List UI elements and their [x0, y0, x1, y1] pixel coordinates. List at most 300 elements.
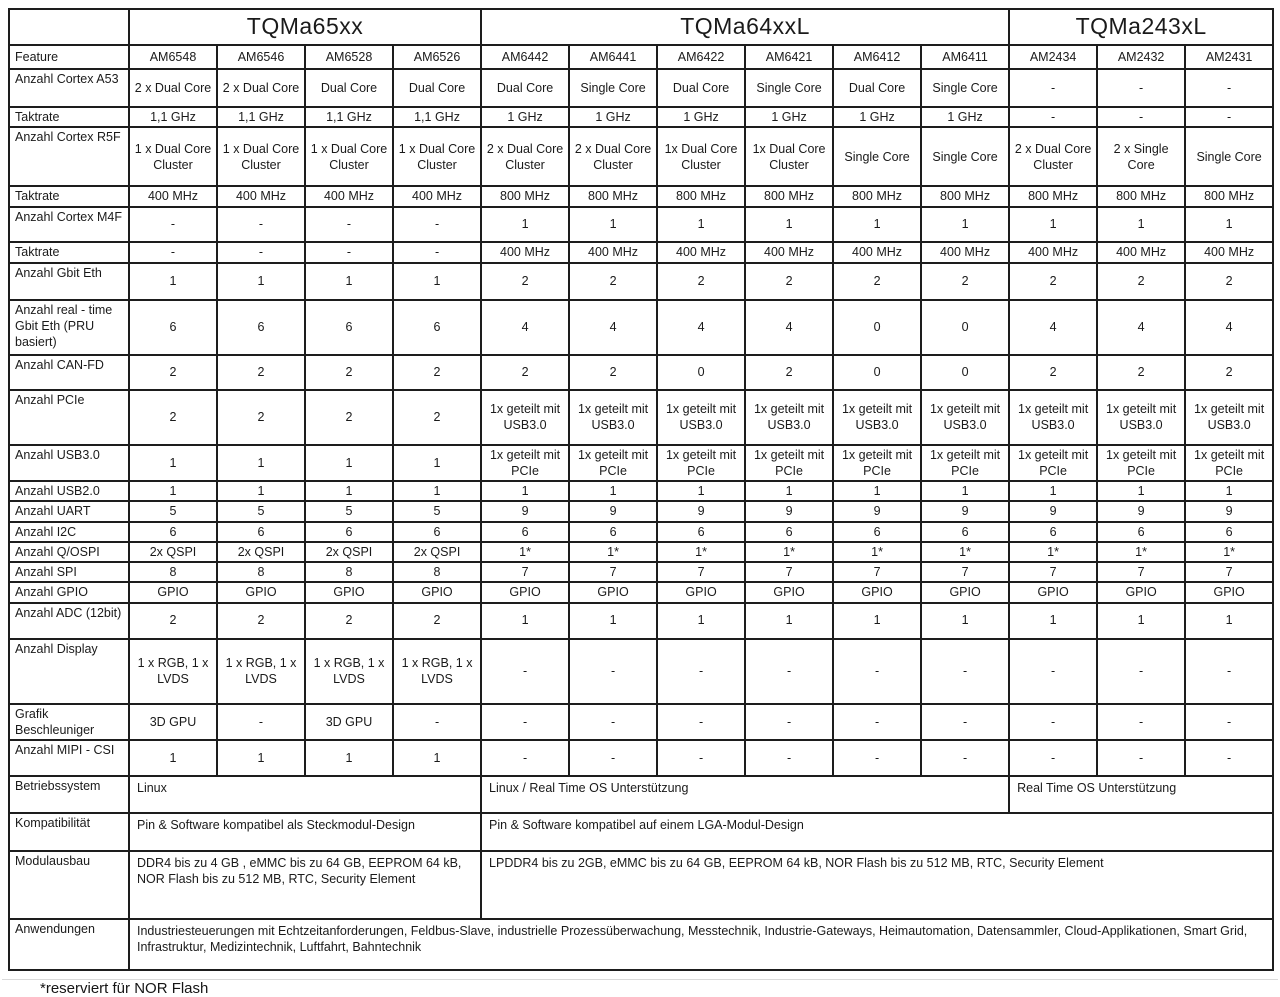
value-cell: 1x geteilt mit USB3.0 — [833, 390, 921, 445]
feature-row — [9, 639, 1273, 704]
value-cell: 2 — [1185, 263, 1273, 300]
value-cell: 800 MHz — [745, 186, 833, 206]
value-cell: GPIO — [1185, 582, 1273, 602]
feature-label: Anzahl I2C — [9, 522, 129, 542]
value-cell: 1x geteilt mit USB3.0 — [569, 390, 657, 445]
value-cell: 2 — [745, 263, 833, 300]
value-cell: 4 — [657, 300, 745, 355]
value-cell: GPIO — [833, 582, 921, 602]
value-cell: 1 x Dual Core Cluster — [305, 127, 393, 186]
value-cell: 1 — [393, 740, 481, 776]
value-cell: 2 — [1097, 355, 1185, 390]
value-cell: 0 — [921, 300, 1009, 355]
value-cell: Dual Core — [833, 69, 921, 107]
feature-label: Anzahl Q/OSPI — [9, 542, 129, 562]
value-cell: 0 — [657, 355, 745, 390]
value-cell: 7 — [657, 562, 745, 582]
feature-row — [9, 481, 1273, 501]
value-cell: 1 — [833, 481, 921, 501]
value-cell: - — [129, 242, 217, 263]
value-cell: 2x QSPI — [129, 542, 217, 562]
value-cell: 4 — [1009, 300, 1097, 355]
feature-label: Anzahl SPI — [9, 562, 129, 582]
info-cell: DDR4 bis zu 4 GB , eMMC bis zu 64 GB, EEPROM 64 kB, NOR Flash bis zu 512 MB, RTC, Security Element — [129, 851, 481, 919]
value-cell: 9 — [745, 501, 833, 521]
value-cell: 2 — [129, 355, 217, 390]
value-cell: 6 — [1009, 522, 1097, 542]
value-cell: 1 — [745, 481, 833, 501]
feature-label: Anzahl Gbit Eth — [9, 263, 129, 300]
value-cell: - — [745, 740, 833, 776]
value-cell: 1 — [1009, 207, 1097, 242]
feature-label: Taktrate — [9, 186, 129, 206]
feature-row — [9, 501, 1273, 521]
value-cell: 5 — [129, 501, 217, 521]
feature-column-header: Feature — [9, 45, 129, 69]
value-cell: 1 — [1185, 207, 1273, 242]
value-cell: 5 — [393, 501, 481, 521]
value-cell: 1 — [393, 445, 481, 482]
value-cell: 2 x Dual Core Cluster — [1009, 127, 1097, 186]
feature-row — [9, 603, 1273, 639]
value-cell: 1 GHz — [481, 107, 569, 127]
value-cell: 1 — [1097, 481, 1185, 501]
value-cell: 400 MHz — [1009, 242, 1097, 263]
value-cell: 1 — [833, 603, 921, 639]
feature-row — [9, 186, 1273, 206]
value-cell: - — [921, 639, 1009, 704]
value-cell: 2 x Single Core — [1097, 127, 1185, 186]
value-cell: 6 — [833, 522, 921, 542]
value-cell: 2 — [305, 355, 393, 390]
value-cell: 6 — [217, 522, 305, 542]
feature-label: Anzahl ADC (12bit) — [9, 603, 129, 639]
value-cell: - — [1009, 639, 1097, 704]
value-cell: 5 — [305, 501, 393, 521]
value-cell: 400 MHz — [1097, 242, 1185, 263]
value-cell: 6 — [657, 522, 745, 542]
value-cell: - — [217, 207, 305, 242]
feature-row — [9, 390, 1273, 445]
value-cell: 1 — [1185, 603, 1273, 639]
value-cell: 4 — [481, 300, 569, 355]
value-cell: - — [393, 242, 481, 263]
value-cell: 6 — [129, 300, 217, 355]
info-cell: Pin & Software kompatibel als Steckmodul-Design — [129, 813, 481, 851]
value-cell: - — [1097, 639, 1185, 704]
value-cell: 2 — [745, 355, 833, 390]
model-header-row — [9, 45, 1273, 69]
value-cell: 2 — [569, 263, 657, 300]
info-cell: Pin & Software kompatibel auf einem LGA-Modul-Design — [481, 813, 1273, 851]
model-header-4: AM6442 — [481, 45, 569, 69]
value-cell: 8 — [393, 562, 481, 582]
value-cell: 1 — [393, 481, 481, 501]
model-header-9: AM6411 — [921, 45, 1009, 69]
value-cell: 1 — [1097, 207, 1185, 242]
value-cell: 1 — [129, 481, 217, 501]
value-cell: 1x geteilt mit PCIe — [833, 445, 921, 482]
value-cell: 2 — [393, 355, 481, 390]
value-cell: 7 — [833, 562, 921, 582]
value-cell: 1x geteilt mit PCIe — [921, 445, 1009, 482]
feature-label: Anzahl GPIO — [9, 582, 129, 602]
value-cell: Dual Core — [657, 69, 745, 107]
feature-label: Taktrate — [9, 107, 129, 127]
value-cell: 1x geteilt mit USB3.0 — [745, 390, 833, 445]
value-cell: 2 — [1185, 355, 1273, 390]
model-header-7: AM6421 — [745, 45, 833, 69]
value-cell: 9 — [657, 501, 745, 521]
value-cell: 400 MHz — [745, 242, 833, 263]
model-header-10: AM2434 — [1009, 45, 1097, 69]
feature-row — [9, 69, 1273, 107]
value-cell: - — [1185, 704, 1273, 741]
feature-row — [9, 300, 1273, 355]
value-cell: 800 MHz — [921, 186, 1009, 206]
value-cell: - — [481, 740, 569, 776]
value-cell: 1* — [1185, 542, 1273, 562]
value-cell: 400 MHz — [569, 242, 657, 263]
feature-row — [9, 582, 1273, 602]
value-cell: 1x geteilt mit USB3.0 — [1185, 390, 1273, 445]
value-cell: - — [217, 704, 305, 741]
value-cell: - — [1185, 107, 1273, 127]
value-cell: - — [393, 207, 481, 242]
value-cell: - — [481, 704, 569, 741]
value-cell: 7 — [1009, 562, 1097, 582]
value-cell: 8 — [129, 562, 217, 582]
value-cell: 2 — [1009, 355, 1097, 390]
page-bottom-divider — [2, 979, 1278, 980]
value-cell: - — [921, 704, 1009, 741]
value-cell: 1 — [657, 207, 745, 242]
value-cell: - — [745, 704, 833, 741]
value-cell: Dual Core — [305, 69, 393, 107]
value-cell: 6 — [1097, 522, 1185, 542]
model-header-6: AM6422 — [657, 45, 745, 69]
value-cell: 2 — [833, 263, 921, 300]
value-cell: - — [745, 639, 833, 704]
value-cell: 2 — [393, 390, 481, 445]
value-cell: 800 MHz — [569, 186, 657, 206]
group-header-1: TQMa64xxL — [481, 9, 1009, 45]
value-cell: - — [1009, 704, 1097, 741]
value-cell: GPIO — [657, 582, 745, 602]
info-cell: Industriesteuerungen mit Echtzeitanforderungen, Feldbus-Slave, industrielle Prozessüberwachung, Messtechnik, Industrie-Gateways, Heimautomation, Datensammler, Cloud-Applikationen, Smart Grid, Infrastruktur, Medizintechnik, Luftfahrt, Bahntechnik — [129, 919, 1273, 970]
value-cell: 1 — [569, 207, 657, 242]
value-cell: 1x geteilt mit USB3.0 — [657, 390, 745, 445]
value-cell: 2 — [305, 390, 393, 445]
value-cell: 400 MHz — [393, 186, 481, 206]
value-cell: 1* — [481, 542, 569, 562]
value-cell: 2 — [481, 263, 569, 300]
value-cell: 2 — [129, 390, 217, 445]
feature-label: Anzahl Cortex R5F — [9, 127, 129, 186]
value-cell: 2x QSPI — [305, 542, 393, 562]
value-cell: 1 — [569, 481, 657, 501]
feature-label: Anzahl CAN-FD — [9, 355, 129, 390]
value-cell: - — [1185, 69, 1273, 107]
value-cell: 6 — [393, 300, 481, 355]
value-cell: 7 — [481, 562, 569, 582]
value-cell: 1 — [569, 603, 657, 639]
value-cell: 1x geteilt mit PCIe — [1097, 445, 1185, 482]
value-cell: 1 — [481, 207, 569, 242]
value-cell: - — [1185, 639, 1273, 704]
module-comparison-table — [8, 8, 1274, 971]
value-cell: - — [569, 704, 657, 741]
value-cell: 400 MHz — [305, 186, 393, 206]
value-cell: 1 — [745, 603, 833, 639]
value-cell: GPIO — [393, 582, 481, 602]
value-cell: 6 — [921, 522, 1009, 542]
value-cell: GPIO — [921, 582, 1009, 602]
value-cell: 6 — [745, 522, 833, 542]
value-cell: 400 MHz — [217, 186, 305, 206]
value-cell: GPIO — [305, 582, 393, 602]
value-cell: - — [1009, 69, 1097, 107]
feature-label: Anzahl Cortex M4F — [9, 207, 129, 242]
feature-row — [9, 263, 1273, 300]
feature-label: Kompatibilität — [9, 813, 129, 851]
value-cell: 400 MHz — [129, 186, 217, 206]
value-cell: GPIO — [1097, 582, 1185, 602]
value-cell: 1* — [569, 542, 657, 562]
value-cell: 1 — [921, 207, 1009, 242]
value-cell: - — [1097, 69, 1185, 107]
value-cell: 400 MHz — [1185, 242, 1273, 263]
value-cell: 4 — [1185, 300, 1273, 355]
value-cell: 1 — [305, 740, 393, 776]
value-cell: 6 — [305, 522, 393, 542]
feature-row — [9, 207, 1273, 242]
value-cell: 5 — [217, 501, 305, 521]
value-cell: GPIO — [1009, 582, 1097, 602]
value-cell: Single Core — [833, 127, 921, 186]
model-header-3: AM6526 — [393, 45, 481, 69]
value-cell: 9 — [1185, 501, 1273, 521]
group-header-2: TQMa243xL — [1009, 9, 1273, 45]
value-cell: 1x geteilt mit PCIe — [745, 445, 833, 482]
value-cell: 1 — [1097, 603, 1185, 639]
model-header-12: AM2431 — [1185, 45, 1273, 69]
value-cell: 800 MHz — [833, 186, 921, 206]
value-cell: - — [129, 207, 217, 242]
value-cell: - — [569, 639, 657, 704]
value-cell: 1 — [921, 603, 1009, 639]
feature-label: Anzahl USB2.0 — [9, 481, 129, 501]
value-cell: 7 — [1097, 562, 1185, 582]
model-header-11: AM2432 — [1097, 45, 1185, 69]
value-cell: 9 — [921, 501, 1009, 521]
value-cell: 1 — [833, 207, 921, 242]
value-cell: Dual Core — [393, 69, 481, 107]
value-cell: - — [657, 639, 745, 704]
value-cell: - — [305, 242, 393, 263]
value-cell: 1x geteilt mit USB3.0 — [921, 390, 1009, 445]
value-cell: - — [569, 740, 657, 776]
value-cell: 2x QSPI — [393, 542, 481, 562]
feature-label: Modulausbau — [9, 851, 129, 919]
value-cell: 6 — [569, 522, 657, 542]
value-cell: 1 — [481, 481, 569, 501]
value-cell: 1,1 GHz — [217, 107, 305, 127]
info-cell: Linux — [129, 776, 481, 813]
value-cell: 1 x RGB, 1 x LVDS — [393, 639, 481, 704]
info-cell: Real Time OS Unterstützung — [1009, 776, 1273, 813]
value-cell: - — [1097, 704, 1185, 741]
value-cell: Single Core — [921, 69, 1009, 107]
value-cell: - — [1097, 107, 1185, 127]
feature-label: Betriebssystem — [9, 776, 129, 813]
value-cell: - — [833, 740, 921, 776]
value-cell: - — [481, 639, 569, 704]
value-cell: 1 — [305, 263, 393, 300]
value-cell: 2x QSPI — [217, 542, 305, 562]
feature-label: Anzahl USB3.0 — [9, 445, 129, 482]
value-cell: 400 MHz — [921, 242, 1009, 263]
value-cell: 2 — [217, 355, 305, 390]
value-cell: Single Core — [569, 69, 657, 107]
footnote-reserved-nor-flash: *reserviert für NOR Flash — [40, 980, 209, 997]
value-cell: - — [833, 704, 921, 741]
info-row — [9, 776, 1273, 813]
value-cell: 1 — [1009, 481, 1097, 501]
value-cell: - — [657, 704, 745, 741]
feature-label: Anwendungen — [9, 919, 129, 970]
value-cell: 1 — [921, 481, 1009, 501]
value-cell: - — [1009, 740, 1097, 776]
value-cell: 2 — [481, 355, 569, 390]
value-cell: 1 — [481, 603, 569, 639]
value-cell: 6 — [217, 300, 305, 355]
value-cell: 6 — [129, 522, 217, 542]
value-cell: 1 GHz — [833, 107, 921, 127]
value-cell: 1* — [1009, 542, 1097, 562]
value-cell: 9 — [1097, 501, 1185, 521]
value-cell: - — [1097, 740, 1185, 776]
value-cell: 1 x Dual Core Cluster — [393, 127, 481, 186]
group-header-0: TQMa65xx — [129, 9, 481, 45]
value-cell: 1x geteilt mit USB3.0 — [481, 390, 569, 445]
value-cell: 1 — [217, 445, 305, 482]
value-cell: 6 — [393, 522, 481, 542]
value-cell: - — [305, 207, 393, 242]
value-cell: 0 — [921, 355, 1009, 390]
value-cell: 1x geteilt mit PCIe — [1009, 445, 1097, 482]
info-row — [9, 851, 1273, 919]
value-cell: 1 x RGB, 1 x LVDS — [217, 639, 305, 704]
value-cell: Single Core — [1185, 127, 1273, 186]
value-cell: GPIO — [217, 582, 305, 602]
feature-label: Anzahl Display — [9, 639, 129, 704]
info-cell: LPDDR4 bis zu 2GB, eMMC bis zu 64 GB, EEPROM 64 kB, NOR Flash bis zu 512 MB, RTC, Security Element — [481, 851, 1273, 919]
value-cell: 6 — [1185, 522, 1273, 542]
value-cell: 3D GPU — [305, 704, 393, 741]
value-cell: 9 — [481, 501, 569, 521]
value-cell: 2 — [305, 603, 393, 639]
feature-row — [9, 522, 1273, 542]
value-cell: 1 — [1185, 481, 1273, 501]
value-cell: 1 — [305, 445, 393, 482]
value-cell: 1 GHz — [569, 107, 657, 127]
value-cell: 3D GPU — [129, 704, 217, 741]
model-header-5: AM6441 — [569, 45, 657, 69]
value-cell: - — [393, 704, 481, 741]
value-cell: 2 — [1009, 263, 1097, 300]
value-cell: 2 — [129, 603, 217, 639]
value-cell: 1 — [305, 481, 393, 501]
feature-row — [9, 445, 1273, 482]
value-cell: Single Core — [745, 69, 833, 107]
value-cell: 1 — [217, 263, 305, 300]
value-cell: 2 x Dual Core Cluster — [569, 127, 657, 186]
model-header-1: AM6546 — [217, 45, 305, 69]
feature-label: Anzahl UART — [9, 501, 129, 521]
feature-row — [9, 704, 1273, 741]
value-cell: 2 — [921, 263, 1009, 300]
info-row — [9, 919, 1273, 970]
value-cell: 1 — [657, 481, 745, 501]
model-header-8: AM6412 — [833, 45, 921, 69]
value-cell: 1 — [217, 740, 305, 776]
value-cell: 1* — [657, 542, 745, 562]
value-cell: 2 x Dual Core — [217, 69, 305, 107]
value-cell: - — [657, 740, 745, 776]
feature-label: Grafik Beschleuniger — [9, 704, 129, 741]
value-cell: 1x geteilt mit PCIe — [657, 445, 745, 482]
value-cell: 8 — [217, 562, 305, 582]
feature-row — [9, 740, 1273, 776]
feature-row — [9, 542, 1273, 562]
value-cell: - — [1009, 107, 1097, 127]
value-cell: 2 — [217, 390, 305, 445]
value-cell: 1 GHz — [657, 107, 745, 127]
value-cell: 7 — [921, 562, 1009, 582]
value-cell: 1 x RGB, 1 x LVDS — [129, 639, 217, 704]
value-cell: 2 — [569, 355, 657, 390]
value-cell: 4 — [745, 300, 833, 355]
feature-row — [9, 127, 1273, 186]
value-cell: 2 — [217, 603, 305, 639]
value-cell: 400 MHz — [481, 242, 569, 263]
value-cell: 1 GHz — [921, 107, 1009, 127]
value-cell: 800 MHz — [481, 186, 569, 206]
value-cell: 6 — [481, 522, 569, 542]
value-cell: 1 — [745, 207, 833, 242]
value-cell: 1* — [745, 542, 833, 562]
value-cell: 1 GHz — [745, 107, 833, 127]
value-cell: 9 — [569, 501, 657, 521]
value-cell: GPIO — [481, 582, 569, 602]
value-cell: 9 — [1009, 501, 1097, 521]
feature-row — [9, 562, 1273, 582]
feature-label: Anzahl Cortex A53 — [9, 69, 129, 107]
value-cell: 0 — [833, 300, 921, 355]
value-cell: 1,1 GHz — [393, 107, 481, 127]
value-cell: 1 — [657, 603, 745, 639]
value-cell: 1 x Dual Core Cluster — [129, 127, 217, 186]
value-cell: 400 MHz — [657, 242, 745, 263]
value-cell: 4 — [1097, 300, 1185, 355]
value-cell: 1 x Dual Core Cluster — [217, 127, 305, 186]
value-cell: 1 — [393, 263, 481, 300]
value-cell: 1 — [1009, 603, 1097, 639]
value-cell: 8 — [305, 562, 393, 582]
value-cell: 1* — [1097, 542, 1185, 562]
value-cell: 1x geteilt mit USB3.0 — [1009, 390, 1097, 445]
